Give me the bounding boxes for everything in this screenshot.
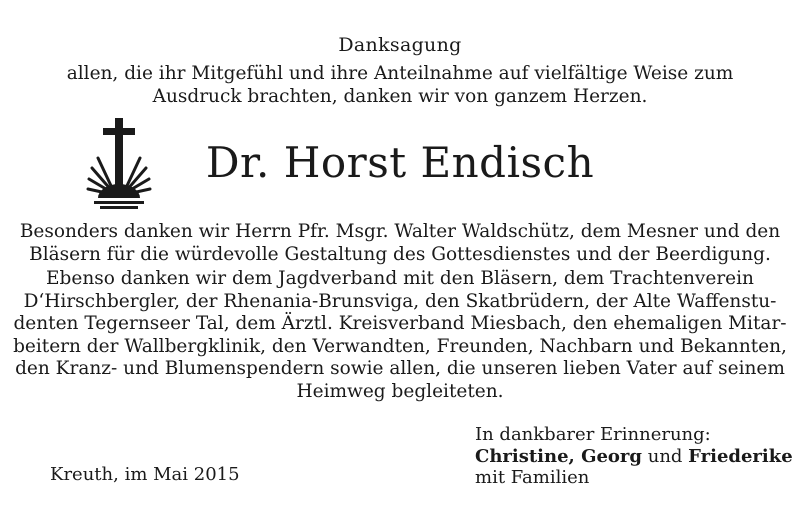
text-line: D‘Hirschbergler, der Rhenania-Brunsviga, den Skatbrüdern, der Alte Waffenstu- bbox=[23, 290, 777, 312]
text-line: denten Tegernseer Tal, dem Ärztl. Kreisverband Miesbach, den ehemaligen Mitar- bbox=[13, 313, 787, 334]
thanks-paragraph-2 bbox=[0, 268, 800, 403]
signature-intro: In dankbarer Erinnerung: bbox=[475, 424, 711, 445]
intro-line: Ausdruck brachten, danken wir von ganzem Herzen. bbox=[152, 86, 648, 107]
signer-names-2: Friederike bbox=[688, 445, 793, 467]
intro-text bbox=[0, 62, 800, 108]
notice-heading: Danksagung bbox=[338, 34, 462, 56]
signer-connector: und bbox=[642, 445, 689, 467]
intro-line: allen, die ihr Mitgefühl und ihre Anteilnahme auf vielfältige Weise zum bbox=[66, 63, 734, 84]
signature-families: mit Familien bbox=[475, 467, 590, 488]
deceased-name: Dr. Horst Endisch bbox=[205, 138, 595, 187]
text-line: Heimweg begleiteten. bbox=[296, 380, 504, 402]
text-line: beitern der Wallbergklinik, den Verwandten, Freunden, Nachbarn und Bekannten, bbox=[13, 335, 787, 357]
signature-block bbox=[475, 424, 793, 489]
text-line: Ebenso danken wir dem Jagdverband mit den Bläsern, dem Trachtenverein bbox=[46, 268, 754, 289]
place-date: Kreuth, im Mai 2015 bbox=[50, 464, 240, 485]
text-line: Bläsern für die würdevolle Gestaltung des Gottesdienstes und der Beerdigung. bbox=[29, 243, 771, 265]
text-line: den Kranz- und Blumenspendern sowie allen, die unseren lieben Vater auf seinem bbox=[15, 358, 785, 379]
thanks-paragraph-1 bbox=[0, 221, 800, 266]
signer-names-1: Christine, Georg bbox=[475, 445, 642, 467]
text-line: Besonders danken wir Herrn Pfr. Msgr. Walter Waldschütz, dem Mesner und den bbox=[19, 221, 781, 242]
signature-names bbox=[475, 446, 793, 468]
